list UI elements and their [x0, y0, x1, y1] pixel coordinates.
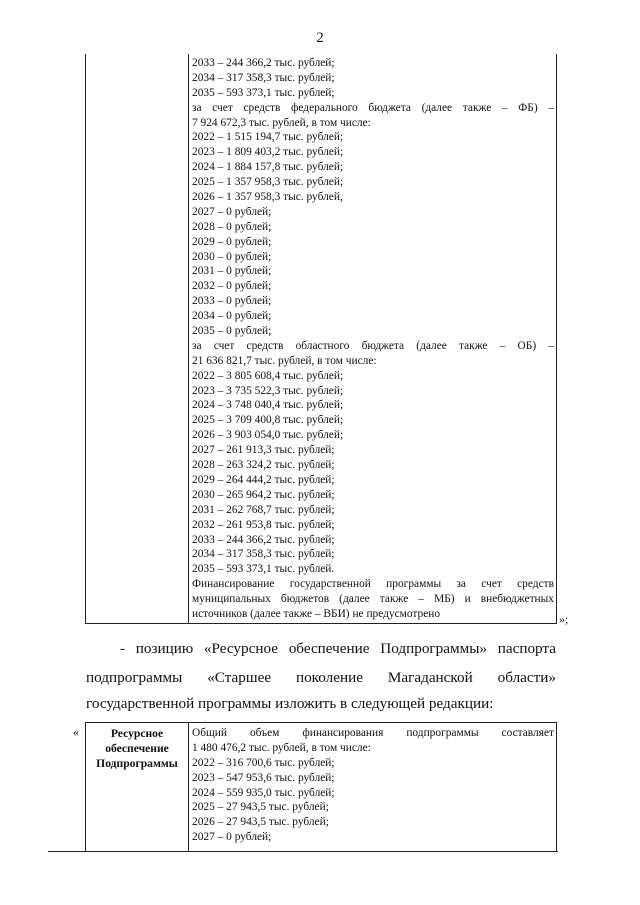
- paragraph-line-2: подпрограммы «Старшее поколение Магаданской области»: [86, 669, 556, 686]
- table-column-divider: [188, 723, 189, 852]
- fb-total: 7 924 672,3 тыс. рублей, в том числе:: [192, 116, 371, 129]
- year-line: 2024 – 559 935,0 тыс. рублей;: [192, 786, 335, 799]
- fb-header: за счет средств федерального бюджета (далее также – ФБ) –: [192, 101, 554, 114]
- fb-year-line: 2022 – 1 515 194,7 тыс. рублей;: [192, 131, 344, 144]
- ob-year-line: 2023 – 3 735 522,3 тыс. рублей;: [192, 384, 344, 397]
- fb-year-line: 2030 – 0 рублей;: [192, 250, 272, 263]
- table-column-divider: [188, 54, 189, 623]
- funding-table-1: [85, 54, 557, 624]
- year-line: 2023 – 547 953,6 тыс. рублей;: [192, 771, 335, 784]
- fb-year-line: 2032 – 0 рублей;: [192, 280, 272, 293]
- fb-year-line: 2031 – 0 рублей;: [192, 265, 272, 278]
- financing-note-line-3: источников (далее также – ВБИ) не предусмотрено: [192, 607, 441, 620]
- fb-year-line: 2035 – 0 рублей;: [192, 325, 272, 338]
- fb-year-line: 2034 – 0 рублей;: [192, 310, 272, 323]
- intro-line-2: 1 480 476,2 тыс. рублей, в том числе:: [192, 741, 371, 754]
- year-line: 2025 – 27 943,5 тыс. рублей;: [192, 801, 329, 814]
- ob-year-line: 2025 – 3 709 400,8 тыс. рублей;: [192, 414, 344, 427]
- page-number: 2: [316, 30, 324, 46]
- fb-year-line: 2033 – 0 рублей;: [192, 295, 272, 308]
- fb-year-line: 2029 – 0 рублей;: [192, 235, 272, 248]
- row-header-line: Ресурсное: [110, 727, 164, 740]
- ob-year-line: 2022 – 3 805 608,4 тыс. рублей;: [192, 369, 344, 382]
- table-content-cell: [192, 726, 554, 845]
- ob-year-line: 2032 – 261 953,8 тыс. рублей;: [192, 518, 335, 531]
- fb-year-line: 2027 – 0 рублей;: [192, 205, 272, 218]
- paragraph-line-1: [86, 640, 556, 658]
- ob-year-line: 2028 – 263 324,2 тыс. рублей;: [192, 459, 335, 472]
- row-header-line: обеспечение: [105, 742, 169, 755]
- year-line: 2022 – 316 700,6 тыс. рублей;: [192, 756, 335, 769]
- financing-note-line-1: Финансирование государственной программы за счет средств: [192, 578, 554, 591]
- year-line: 2026 – 27 943,5 тыс. рублей;: [192, 816, 329, 829]
- ob-year-line: 2034 – 317 358,3 тыс. рублей;: [192, 548, 335, 561]
- table-line: 2035 – 593 373,1 тыс. рублей;: [192, 86, 335, 99]
- fb-year-line: 2025 – 1 357 958,3 тыс. рублей;: [192, 176, 344, 189]
- table-line: 2033 – 244 366,2 тыс. рублей;: [192, 57, 335, 69]
- ob-year-line: 2030 – 265 964,2 тыс. рублей;: [192, 488, 335, 501]
- row-header-cell: [86, 726, 188, 771]
- ob-year-line: 2024 – 3 748 040,4 тыс. рублей;: [192, 399, 344, 412]
- closing-quote: »;: [559, 612, 569, 626]
- ob-total: 21 636 821,7 тыс. рублей, в том числе:: [192, 354, 377, 367]
- ob-year-line: 2035 – 593 373,1 тыс. рублей.: [192, 563, 335, 576]
- ob-year-line: 2029 – 264 444,2 тыс. рублей;: [192, 473, 335, 486]
- ob-year-line: 2027 – 261 913,3 тыс. рублей;: [192, 444, 335, 457]
- year-line: 2027 – 0 рублей;: [192, 831, 272, 844]
- bottom-rule: [48, 851, 558, 852]
- opening-quote: «: [73, 725, 79, 739]
- paragraph-line-3: государственной программы изложить в следующей редакции:: [86, 695, 494, 712]
- table-content-cell: [192, 56, 554, 622]
- row-header-line: Подпрограммы: [96, 757, 178, 770]
- ob-year-line: 2031 – 262 768,7 тыс. рублей;: [192, 503, 335, 516]
- fb-year-line: 2023 – 1 809 403,2 тыс. рублей;: [192, 146, 344, 159]
- table-line: 2034 – 317 358,3 тыс. рублей;: [192, 71, 335, 84]
- funding-table-2: [85, 722, 557, 852]
- ob-year-line: 2033 – 244 366,2 тыс. рублей;: [192, 533, 335, 546]
- ob-year-line: 2026 – 3 903 054,0 тыс. рублей;: [192, 429, 344, 442]
- financing-note-line-2: муниципальных бюджетов (далее также – МБ) и внебюджетных: [192, 593, 554, 606]
- fb-year-line: 2026 – 1 357 958,3 тыс. рублей,: [192, 191, 343, 204]
- fb-year-line: 2028 – 0 рублей;: [192, 220, 272, 233]
- intro-line-1: Общий объем финансирования подпрограммы составляет: [192, 727, 554, 739]
- ob-header: за счет средств областного бюджета (далее также – ОБ) –: [192, 339, 554, 352]
- paragraph-line-1-text: - позицию «Ресурсное обеспечение Подпрограммы» паспорта: [120, 640, 556, 657]
- fb-year-line: 2024 – 1 884 157,8 тыс. рублей;: [192, 161, 344, 174]
